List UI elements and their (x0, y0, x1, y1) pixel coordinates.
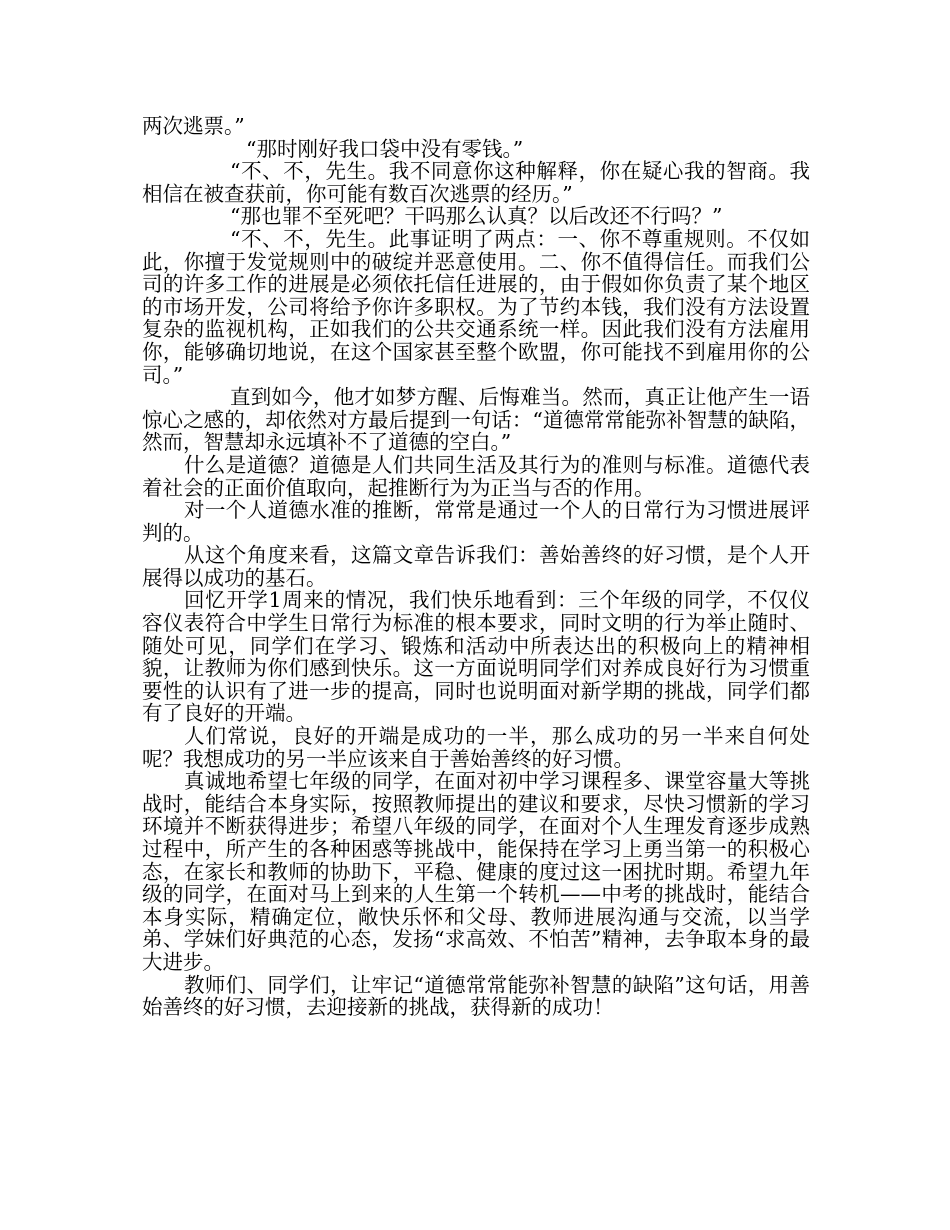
paragraph-3: “不、不，先生。我不同意你这种解释，你在疑心我的智商。我相信在被查获前，你可能有数百次逃票的经历。” (142, 159, 810, 206)
document-body (142, 115, 810, 1019)
paragraph-7: 什么是道德？道德是人们共同生活及其行为的准则与标准。道德代表着社会的正面价值取向，起推断行为为正当与否的作用。 (142, 452, 810, 500)
paragraph-13: 教师们、同学们，让牢记“道德常常能弥补智慧的缺陷”这句话，用善始善终的好习惯，去迎接新的挑战，获得新的成功！ (142, 972, 810, 1020)
paragraph-5: “不、不，先生。此事证明了两点：一、你不尊重规则。不仅如此，你擅于发觉规则中的破绽并恶意使用。二、你不值得信任。而我们公司的许多工作的进展是必须依托信任进展的，由于假如你负责了某个地区的市场开发，公司将给予你许多职权。为了节约本钱，我们没有方法设置复杂的监视机构，正如我们的公共交通系统一样。因此我们没有方法雇用你，能够确切地说，在这个国家甚至整个欧盟，你可能找不到雇用你的公司。” (142, 226, 810, 387)
paragraph-10: 回忆开学1周来的情况，我们快乐地看到：三个年级的同学，不仅仪容仪表符合中学生日常行为标准的根本要求，同时文明的行为举止随时、随处可见，同学们在学习、锻炼和活动中所表达出的积极向上的精神相貌，让教师为你们感到快乐。这一方面说明同学们对养成良好行为习惯重要性的认识有了进一步的提高，同时也说明面对新学期的挑战，同学们都有了良好的开端。 (142, 588, 810, 726)
paragraph-9: 从这个角度来看，这篇文章告诉我们：善始善终的好习惯，是个人开展得以成功的基石。 (142, 543, 810, 590)
paragraph-12: 真诚地希望七年级的同学，在面对初中学习课程多、课堂容量大等挑战时，能结合本身实际，按照教师提出的建议和要求，尽快习惯新的学习环境并不断获得进步；希望八年级的同学，在面对个人生理发育逐步成熟过程中，所产生的各种困惑等挑战中，能保持在学习上勇当第一的积极心态，在家长和教师的协助下，平稳、健康的度过这一困扰时期。希望九年级的同学，在面对马上到来的人生第一个转机——中考的挑战时，能结合本身实际，精确定位，敞快乐怀和父母、教师进展沟通与交流，以当学弟、学妹们好典范的心态，发扬“求高效、不怕苦”精神，去争取本身的最大进步。 (142, 769, 810, 974)
paragraph-6: 直到如今，他才如梦方醒、后悔难当。然而，真正让他产生一语惊心之感的，却依然对方最后提到一句话：“道德常常能弥补智慧的缺陷，然而，智慧却永远填补不了道德的空白。” (142, 385, 810, 455)
paragraph-2: “那时刚好我口袋中没有零钱。” (246, 136, 524, 161)
paragraph-4: “那也罪不至死吧？干吗那么认真？以后改还不行吗？” (230, 204, 723, 229)
paragraph-8: 对一个人道德水准的推断，常常是通过一个人的日常行为习惯进展评判的。 (142, 498, 810, 545)
paragraph-11: 人们常说，良好的开端是成功的一半，那么成功的另一半来自何处呢？我想成功的另一半应该来自于善始善终的好习惯。 (142, 724, 810, 771)
paragraph-1: 两次逃票。” (142, 114, 245, 138)
